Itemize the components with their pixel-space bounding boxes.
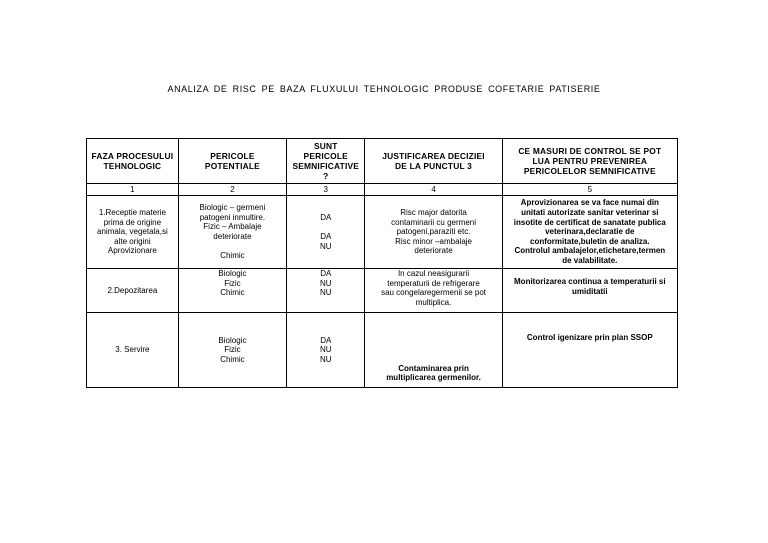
index-cell: 2 xyxy=(178,184,286,196)
table-header-row xyxy=(87,139,678,184)
index-cell: 3 xyxy=(287,184,365,196)
justification-cell: Contaminarea prin multiplicarea germenilor. xyxy=(365,313,502,388)
justification-cell: Risc major datorita contaminarii cu germeni patogeni,paraziti etc. Risc minor –ambalaje deteriorate xyxy=(365,196,502,269)
control-cell: Aprovizionarea se va face numai din unitati autorizate sanitar veterinar si insotite de certificat de sanatate publica veterinara,declaratie de conformitate,buletin de analiza. Controlul ambalajelor,etichetare,termen de valabilitate. xyxy=(502,196,677,269)
table-row xyxy=(87,269,678,313)
header-justification: JUSTIFICAREA DECIZIEI DE LA PUNCTUL 3 xyxy=(365,139,502,184)
phase-cell: 1.Receptie materie prima de origine animala, vegetala,si alte origini Aprovizionare xyxy=(87,196,179,269)
header-hazards: PERICOLE POTENTIALE xyxy=(178,139,286,184)
phase-cell: 2.Depozitarea xyxy=(87,269,179,313)
hazards-cell: Biologic – germeni patogeni inmultire. Fizic – Ambalaje deteriorate Chimic xyxy=(178,196,286,269)
control-cell: Control igenizare prin plan SSOP xyxy=(502,313,677,388)
hazards-cell: Biologic Fizic Chimic xyxy=(178,269,286,313)
control-cell: Monitorizarea continua a temperaturii si umiditatii xyxy=(502,269,677,313)
header-control: CE MASURI DE CONTROL SE POT LUA PENTRU PREVENIREA PERICOLELOR SEMNIFICATIVE xyxy=(502,139,677,184)
risk-analysis-table xyxy=(86,138,678,388)
index-cell: 1 xyxy=(87,184,179,196)
document-title: ANALIZA DE RISC PE BAZA FLUXULUI TEHNOLOGIC PRODUSE COFETARIE PATISERIE xyxy=(167,84,601,94)
index-row xyxy=(87,184,678,196)
significant-cell: DA NU NU xyxy=(287,269,365,313)
table-row xyxy=(87,313,678,388)
phase-cell: 3. Servire xyxy=(87,313,179,388)
header-phase: FAZA PROCESULUI TEHNOLOGIC xyxy=(87,139,179,184)
significant-cell: DA DA NU xyxy=(287,196,365,269)
hazards-cell: Biologic Fizic Chimic xyxy=(178,313,286,388)
table-row xyxy=(87,196,678,269)
header-significant: SUNT PERICOLE SEMNIFICATIVE ? xyxy=(287,139,365,184)
index-cell: 4 xyxy=(365,184,502,196)
index-cell: 5 xyxy=(502,184,677,196)
justification-cell: In cazul neasigurarii temperaturii de refrigerare sau congelaregermenii se pot multiplica. xyxy=(365,269,502,313)
significant-cell: DA NU NU xyxy=(287,313,365,388)
